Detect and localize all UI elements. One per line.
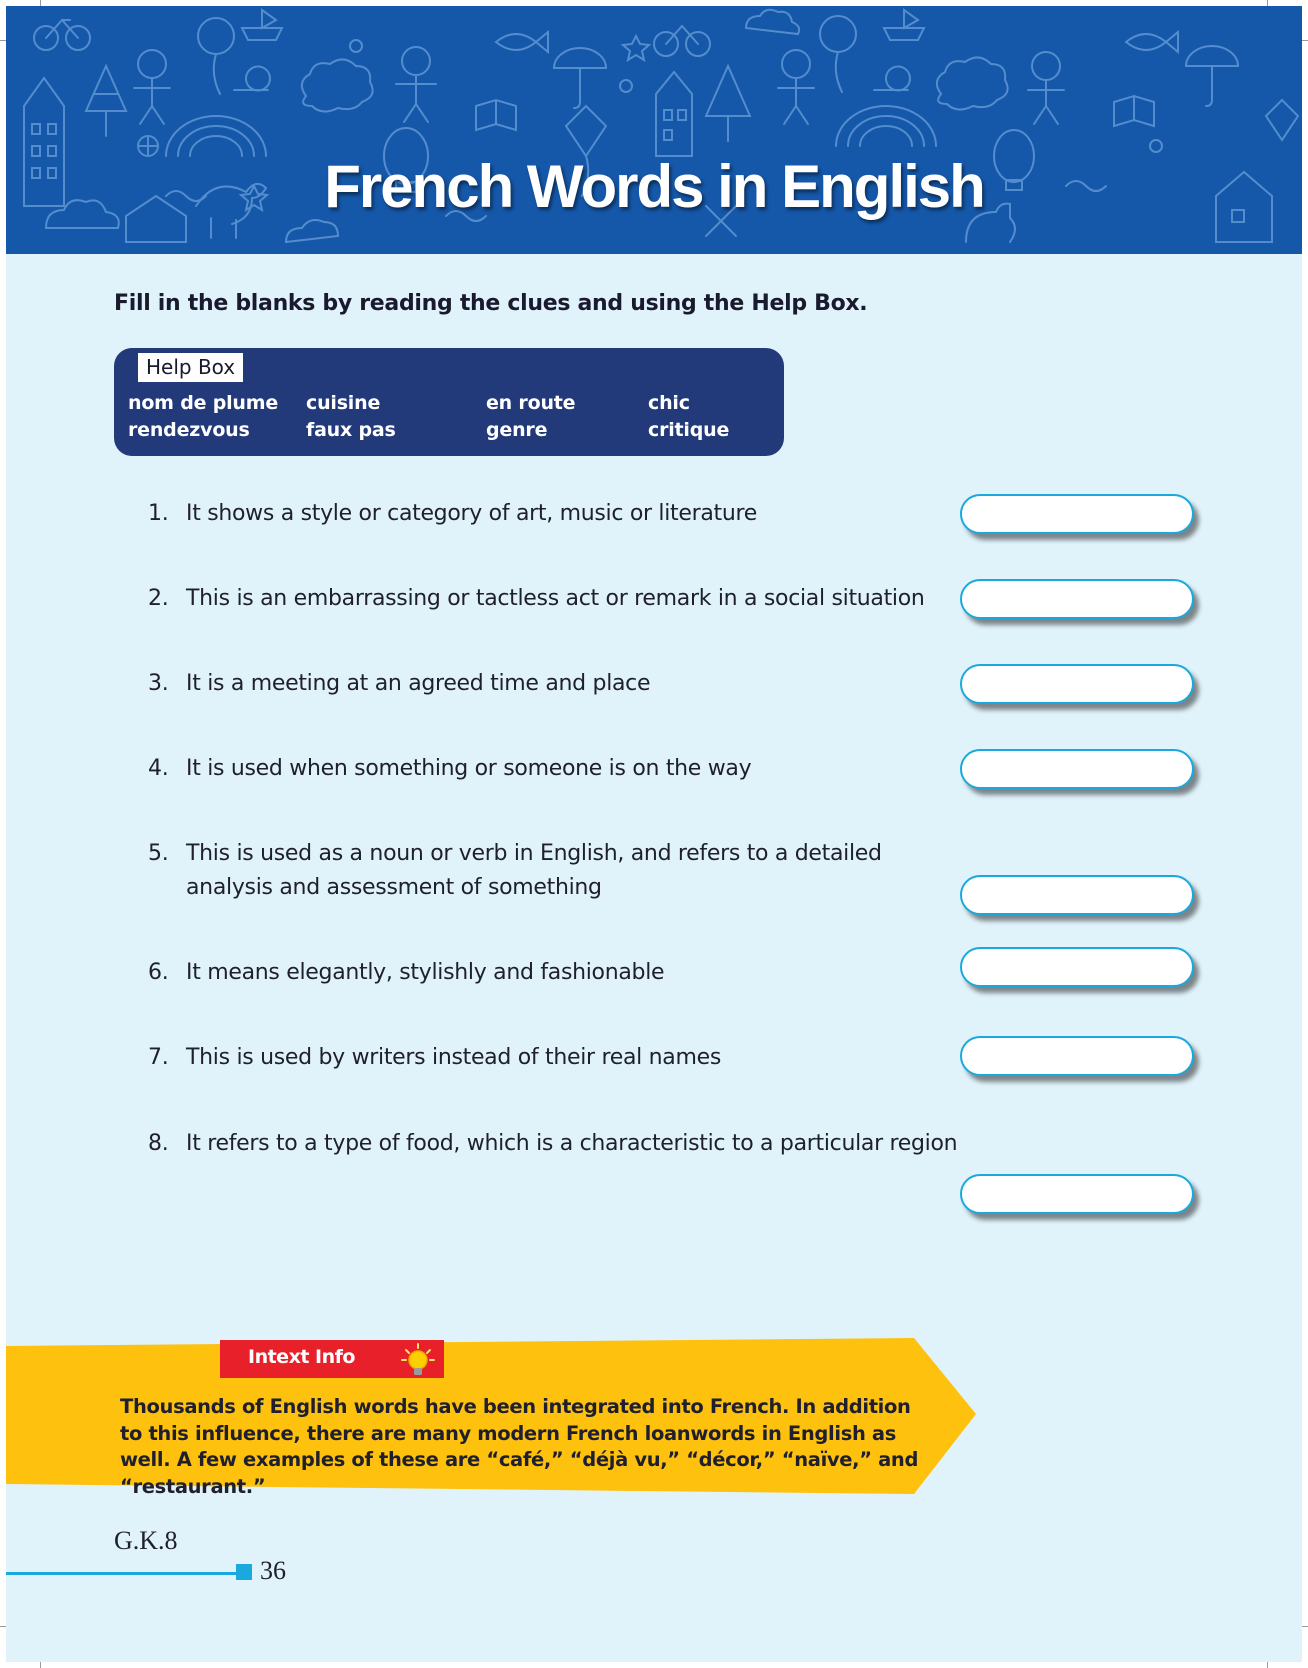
worksheet-page	[6, 6, 1302, 1662]
question-text: It shows a style or category of art, music or literature	[186, 501, 758, 526]
question-number: 1.	[148, 501, 169, 526]
header-banner	[6, 6, 1302, 254]
help-word: faux pas	[306, 419, 396, 441]
question-text: This is used by writers instead of their real names	[186, 1045, 722, 1070]
page-number: 36	[260, 1556, 286, 1585]
help-box	[114, 348, 784, 456]
help-word: genre	[486, 419, 548, 441]
help-box-label: Help Box	[137, 352, 244, 383]
help-word: cuisine	[306, 392, 381, 414]
question-number: 3.	[148, 671, 169, 696]
book-code: G.K.8	[114, 1526, 178, 1555]
question-text: This is an embarrassing or tactless act or remark in a social situation	[186, 586, 925, 611]
answer-field[interactable]	[960, 1036, 1194, 1076]
footer-line	[6, 1572, 238, 1575]
question-number: 6.	[148, 960, 169, 985]
question-text: It is used when something or someone is on the way	[186, 756, 752, 781]
question-number: 5.	[148, 841, 169, 866]
help-word: rendezvous	[128, 419, 250, 441]
instruction-text: Fill in the blanks by reading the clues and using the Help Box.	[114, 291, 868, 316]
intext-info-label: Intext Info	[248, 1346, 355, 1368]
question-text: It means elegantly, stylishly and fashionable	[186, 960, 665, 985]
page-title: French Words in English	[324, 153, 984, 220]
question-number: 7.	[148, 1045, 169, 1070]
help-word: critique	[648, 419, 730, 441]
question-text: It refers to a type of food, which is a characteristic to a particular region	[186, 1131, 958, 1156]
question-number: 8.	[148, 1131, 169, 1156]
answer-field[interactable]	[960, 1174, 1194, 1214]
help-word: en route	[486, 392, 576, 414]
answer-field[interactable]	[960, 664, 1194, 704]
question-number: 2.	[148, 586, 169, 611]
help-word: chic	[648, 392, 690, 414]
answer-field[interactable]	[960, 749, 1194, 789]
answer-field[interactable]	[960, 579, 1194, 619]
question-text: It is a meeting at an agreed time and place	[186, 671, 651, 696]
help-word: nom de plume	[128, 392, 279, 414]
intext-info-text: Thousands of English words have been integrated into French. In addition to this influence, there are many modern French loanwords in English as well. A few examples of these are “café,” “déjà vu,” “décor,” “naïve,” and “restaurant.”	[120, 1395, 919, 1498]
question-number: 4.	[148, 756, 169, 781]
answer-field[interactable]	[960, 494, 1194, 534]
intext-info-tag	[220, 1340, 444, 1378]
answer-field[interactable]	[960, 947, 1194, 987]
answer-field[interactable]	[960, 875, 1194, 915]
lightbulb-icon	[400, 1342, 436, 1378]
footer-square-icon	[236, 1564, 252, 1580]
question-text: This is used as a noun or verb in English, and refers to a detailed analysis and assessment of something	[186, 841, 882, 900]
